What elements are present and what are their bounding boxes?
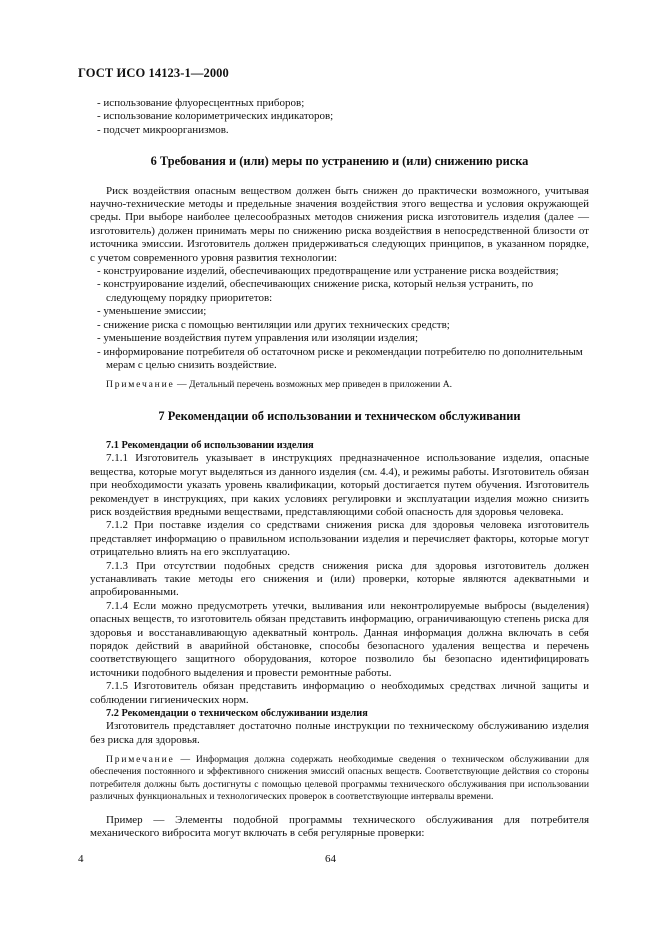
paragraph-7-1-3: 7.1.3 При отсутствии подобных средств снижения риска для здоровья изготовитель должен устанавливать такие методы его снижения и (или) проверки, которые являются адекватными и апробированными. bbox=[90, 559, 589, 599]
list-item: - использование флуоресцентных приборов; bbox=[106, 97, 589, 110]
section-6-intro: Риск воздействия опасным веществом должен быть снижен до практически возможного, учитывая научно-технические методы и предельные значения воздействия этого вещества и условия окружающей среды. При выборе наиболее целесообразных методов снижения риска изготовитель изделия (далее — изготовитель) должен принимать меры по снижению риска воздействия в непосредственной близости от источника эмиссии. Изготовитель должен придерживаться следующих принципов, в указанном порядке, с учетом современного уровня развития технологии: bbox=[90, 184, 589, 264]
paragraph-7-2: Изготовитель представляет достаточно полные инструкции по техническому обслуживанию изделия без риска для здоровья. bbox=[90, 720, 589, 746]
section-6-note bbox=[90, 379, 589, 391]
section-7-note bbox=[90, 754, 589, 803]
footer-left-number: 4 bbox=[78, 853, 84, 865]
subsection-7-2-title: 7.2 Рекомендации о техническом обслуживании изделия bbox=[106, 708, 368, 720]
section-6-title: 6 Требования и (или) меры по устранению и (или) снижению риска bbox=[150, 154, 529, 169]
note-text: — Детальный перечень возможных мер приведен в приложении А. bbox=[174, 379, 453, 391]
list-item: - подсчет микроорганизмов. bbox=[106, 124, 589, 137]
example-paragraph: Пример — Элементы подобной программы технического обслуживания для потребителя механического вибросита могут включать в себя регулярные проверки: bbox=[90, 814, 589, 840]
list-item: - уменьшение эмиссии; bbox=[106, 305, 589, 318]
paragraph-7-1-1: 7.1.1 Изготовитель указывает в инструкциях предназначенное использование изделия, опасные вещества, которые могут выделяться из данного изделия (см. 4.4), и режимы работы. Изготовитель обязан при необходимости указать уровень квалификации, который достигается путем обучения. Изготовитель рекомендует в инструкциях, при каких условиях регулировки и эксплуатации изделия можно снизить риск воздействия вредными веществами, представляющими собой опасность для здоровья человека. bbox=[90, 452, 589, 518]
paragraph-7-1-4: 7.1.4 Если можно предусмотреть утечки, выливания или неконтролируемые выбросы (выделения) опасных веществ, то изготовитель обязан представить информацию, ограничивающую степень риска для здоровья и восстанавливающую адекватный контроль. Данная информация должна включать в себя порядок действий в аварийной обстановке, способы безопасного удаления вещества и перечень соответствующего защитного оборудования, которое позволило бы безопасно идентифицировать источники подобного выделения и провести ремонтные работы. bbox=[90, 599, 589, 679]
paragraph-7-1-2: 7.1.2 При поставке изделия со средствами снижения риска для здоровья человека изготовитель представляет информацию о правильном использовании изделия и перечисляет факторы, которые могут отрицательно влиять на его эксплуатацию. bbox=[90, 519, 589, 559]
note-label: Примечание bbox=[106, 754, 175, 766]
subsection-7-1-title: 7.1 Рекомендации об использовании изделия bbox=[106, 439, 314, 451]
list-item: - конструирование изделий, обеспечивающих предотвращение или устранение риска воздействия; bbox=[106, 265, 589, 278]
document-body bbox=[90, 97, 589, 841]
section-7-title: 7 Рекомендации об использовании и техническом обслуживании bbox=[158, 408, 521, 423]
list-item: - информирование потребителя об остаточном риске и рекомендации потребителю по дополнительным мерам с целью снизить воздействие. bbox=[106, 346, 589, 373]
paragraph-7-1-5: 7.1.5 Изготовитель обязан представить информацию о необходимых средствах личной защиты и соблюдении гигиенических норм. bbox=[90, 680, 589, 706]
document-header: ГОСТ ИСО 14123-1—2000 bbox=[78, 66, 229, 80]
note-label: Примечание bbox=[106, 379, 175, 391]
list-item: - использование колориметрических индикаторов; bbox=[106, 110, 589, 123]
list-item: - уменьшение воздействия путем управления или изоляции изделия; bbox=[106, 332, 589, 345]
note-text: — Информация должна содержать необходимые сведения о техническом обслуживании для обеспечения постоянного и эффективного снижения эмиссий опасных веществ. Соответствующие действия со стороны потребителя должны быть достигнуты с помощью целевой программы технического обслуживания при использовании различных функциональных и технологических проверок в соответствующие интервалы времени. bbox=[90, 754, 589, 802]
page-number: 64 bbox=[325, 853, 336, 865]
top-list bbox=[90, 97, 589, 137]
list-item: - конструирование изделий, обеспечивающих снижение риска, который нельзя устранить, по следующему порядку приоритетов: bbox=[106, 278, 589, 305]
list-item: - снижение риска с помощью вентиляции или других технических средств; bbox=[106, 319, 589, 332]
